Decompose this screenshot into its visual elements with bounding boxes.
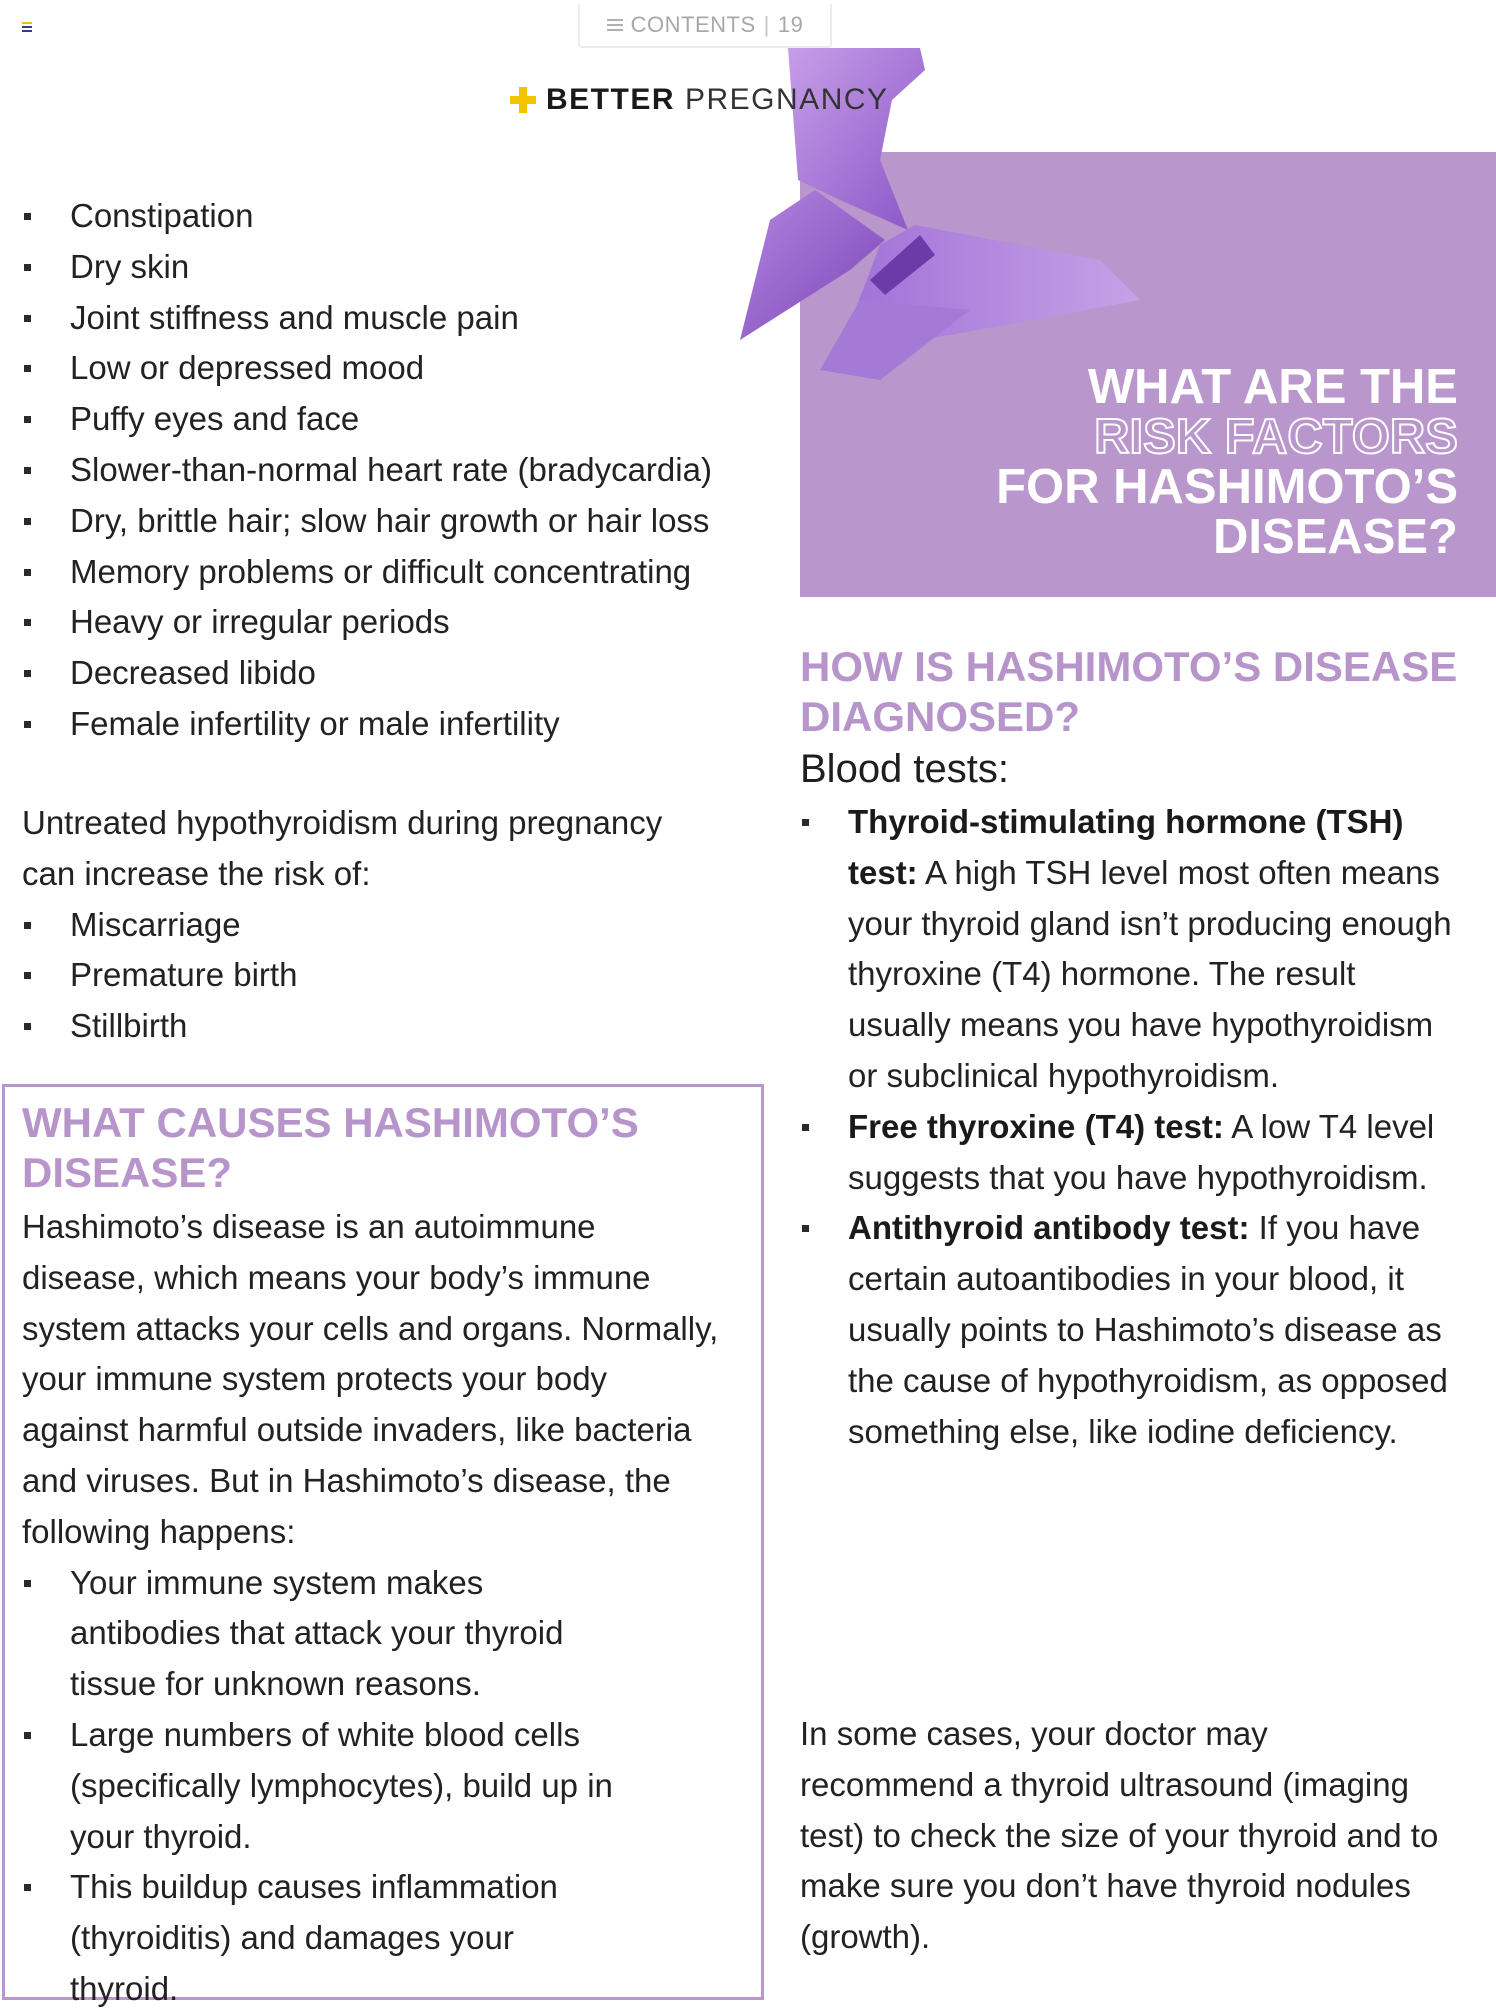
- list-item: Memory problems or difficult concentrating: [22, 547, 782, 598]
- list-item: [800, 1102, 1460, 1204]
- list-item: [800, 797, 1460, 1102]
- list-item: Joint stiffness and muscle pain: [22, 293, 782, 344]
- separator: |: [763, 12, 770, 37]
- list-item: Female infertility or male infertility: [22, 699, 782, 750]
- contents-label: CONTENTS: [630, 12, 756, 37]
- test-name: Antithyroid antibody test:: [848, 1209, 1250, 1247]
- ultrasound-paragraph: In some cases, your doctor may recommend a thyroid ultrasound (imaging test) to check the size of your thyroid and to make sure you don’t have thyroid nodules (growth).: [800, 1715, 1439, 1956]
- list-item: Decreased libido: [22, 648, 782, 699]
- pregnancy-risks-list: [22, 900, 782, 1052]
- untreated-section: [22, 798, 782, 1052]
- brand-light: PREGNANCY: [685, 83, 889, 116]
- untreated-intro: Untreated hypothyroidism during pregnancy can increase the risk of:: [22, 804, 663, 892]
- menu-icon[interactable]: [22, 22, 32, 34]
- causes-list: [22, 1558, 622, 2015]
- diagnosis-heading: HOW IS HASHIMOTO’S DISEASE DIAGNOSED?: [800, 643, 1458, 740]
- risk-heading-line1: WHAT ARE THE: [1087, 360, 1458, 414]
- contents-menu-icon: [607, 18, 623, 32]
- brand-logo: [510, 80, 889, 120]
- test-name: Free thyroxine (T4) test:: [848, 1107, 1224, 1145]
- risk-factors-heading: [996, 362, 1458, 562]
- list-item: Dry skin: [22, 242, 782, 293]
- risk-heading-line2: RISK FACTORS: [1094, 410, 1458, 464]
- list-item: Miscarriage: [22, 900, 782, 951]
- list-item: Large numbers of white blood cells (specifically lymphocytes), build up in your thyroid.: [22, 1710, 622, 1862]
- causes-body: [22, 1202, 752, 2015]
- list-item: Dry, brittle hair; slow hair growth or hair loss: [22, 496, 782, 547]
- list-item: This buildup causes inflammation (thyroiditis) and damages your thyroid.: [22, 1862, 622, 2014]
- risk-heading-line4: DISEASE?: [1212, 510, 1458, 564]
- list-item: Stillbirth: [22, 1001, 782, 1052]
- test-description: If you have certain autoantibodies in your blood, it usually points to Hashimoto’s disease as the cause of hypothyroidism, as opposed something else, like iodine deficiency.: [848, 1209, 1448, 1450]
- plus-cross-icon: [510, 87, 536, 113]
- list-item: Heavy or irregular periods: [22, 597, 782, 648]
- test-name: Thyroid-stimulating hormone (TSH) test:: [848, 803, 1404, 891]
- risk-heading-line3: FOR HASHIMOTO’S: [996, 460, 1458, 514]
- page-number: 19: [777, 12, 804, 37]
- causes-paragraph: Hashimoto’s disease is an autoimmune disease, which means your body’s immune system attacks your cells and organs. Normally, your immune system protects your body against harmful outside invaders, like bacteria and viruses. But in Hashimoto’s disease, the following happens:: [22, 1208, 719, 1550]
- symptoms-list: [22, 191, 782, 750]
- list-item: Your immune system makes antibodies that attack your thyroid tissue for unknown reasons.: [22, 1558, 622, 1710]
- list-item: [800, 1203, 1460, 1457]
- blood-tests-subtitle: Blood tests:: [800, 747, 1010, 791]
- test-description: A low T4 level suggests that you have hypothyroidism.: [848, 1107, 1435, 1196]
- list-item: Low or depressed mood: [22, 343, 782, 394]
- causes-heading: WHAT CAUSES HASHIMOTO’S DISEASE?: [22, 1099, 639, 1196]
- blood-tests-list: [800, 797, 1460, 1457]
- list-item: Premature birth: [22, 950, 782, 1001]
- test-description: A high TSH level most often means your thyroid gland isn’t producing enough thyroxine (T4) hormone. The result usually means you have hypothyroidism or subclinical hypothyroidism.: [848, 853, 1452, 1094]
- brand-bold: BETTER: [546, 83, 675, 116]
- list-item: Slower-than-normal heart rate (bradycardia): [22, 445, 782, 496]
- list-item: Puffy eyes and face: [22, 394, 782, 445]
- list-item: Constipation: [22, 191, 782, 242]
